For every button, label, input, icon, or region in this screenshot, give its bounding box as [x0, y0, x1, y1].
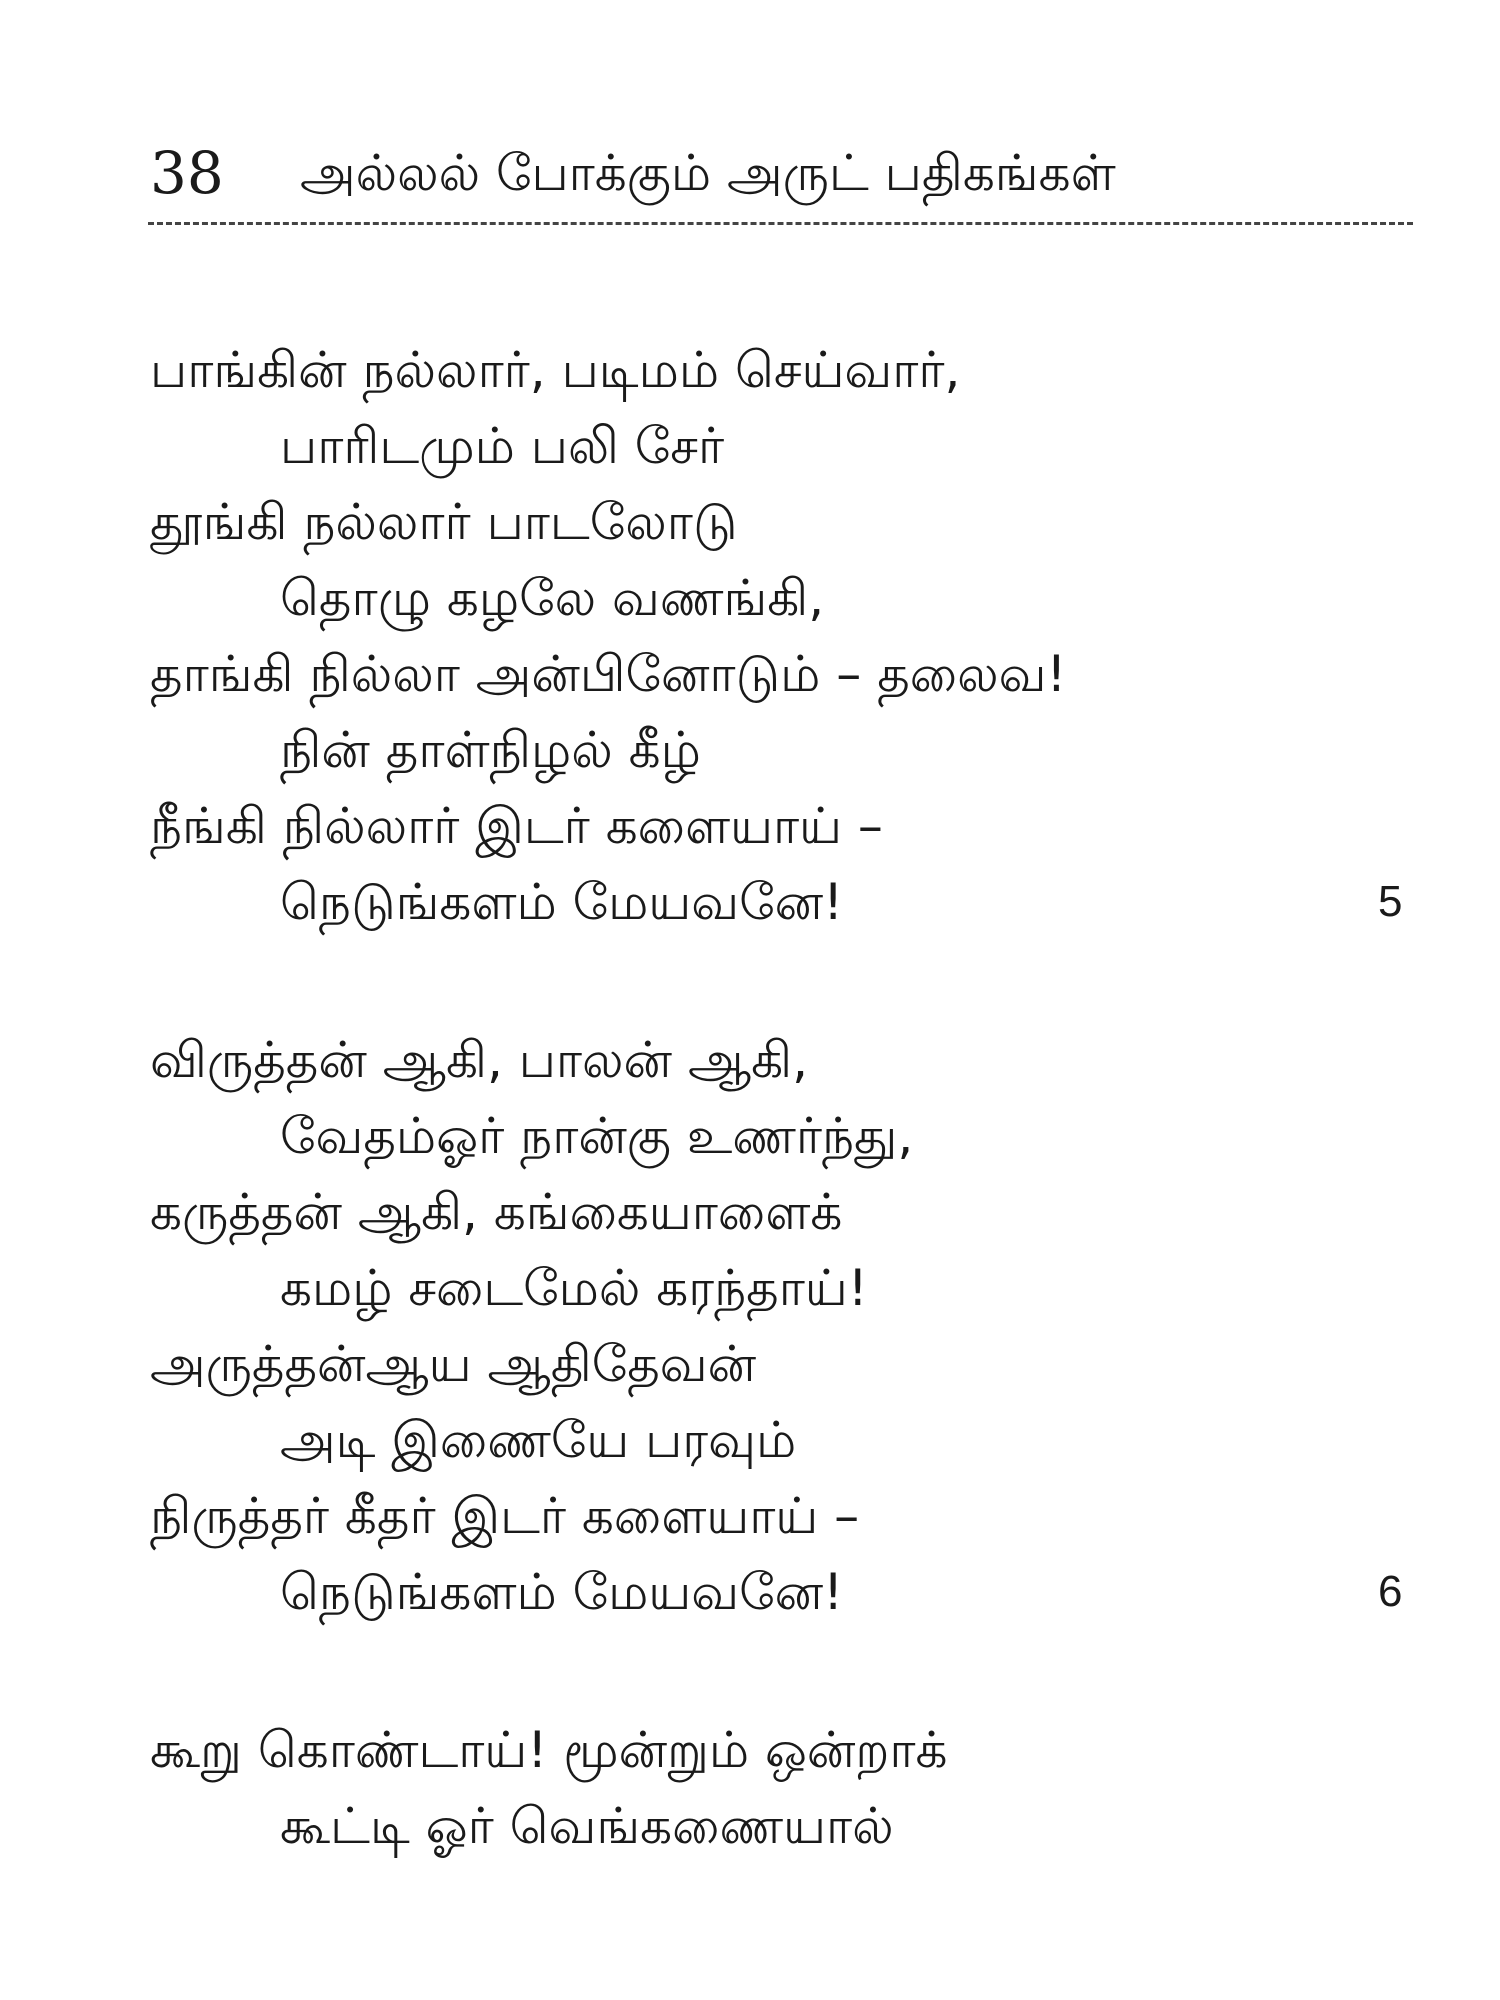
- verse-line: நின் தாள்நிழல் கீழ்: [280, 721, 701, 779]
- header-rule: [148, 222, 1413, 225]
- verse-line: கூறு கொண்டாய்! மூன்றும் ஒன்றாக்: [150, 1721, 948, 1779]
- verse-line: தொழு கழலே வணங்கி,: [280, 569, 825, 627]
- verse-line: பாரிடமும் பலி சேர்: [280, 417, 725, 475]
- verse-line: நெடுங்களம் மேயவனே!: [280, 873, 844, 931]
- verse-number: 6: [1378, 1567, 1403, 1616]
- verse-number: 5: [1378, 877, 1403, 926]
- verse-line: பாங்கின் நல்லார், படிமம் செய்வார்,: [150, 341, 961, 399]
- running-title: அல்லல் போக்கும் அருட் பதிகங்கள்: [300, 144, 1116, 202]
- verse-line: நிருத்தர் கீதர் இடர் களையாய் –: [150, 1487, 860, 1545]
- verse-line: விருத்தன் ஆகி, பாலன் ஆகி,: [150, 1031, 809, 1089]
- verse-line: தாங்கி நில்லா அன்பினோடும் – தலைவ!: [150, 645, 1067, 703]
- verse-line: அடி இணையே பரவும்: [280, 1411, 797, 1469]
- running-head: [150, 138, 1410, 208]
- verse-line: அருத்தன்ஆய ஆதிதேவன்: [150, 1335, 757, 1393]
- verse-line: நீங்கி நில்லார் இடர் களையாய் –: [150, 797, 883, 855]
- page-number: 38: [150, 139, 224, 207]
- verse-line: வேதம்ஓர் நான்கு உணர்ந்து,: [280, 1107, 914, 1165]
- verse-line: தூங்கி நல்லார் பாடலோடு: [150, 493, 738, 551]
- verse-line: கருத்தன் ஆகி, கங்கையாளைக்: [150, 1183, 843, 1241]
- verse-line: கமழ் சடைமேல் கரந்தாய்!: [280, 1259, 868, 1317]
- verse-line: நெடுங்களம் மேயவனே!: [280, 1563, 844, 1621]
- verse-line: கூட்டி ஓர் வெங்கணையால்: [280, 1797, 894, 1855]
